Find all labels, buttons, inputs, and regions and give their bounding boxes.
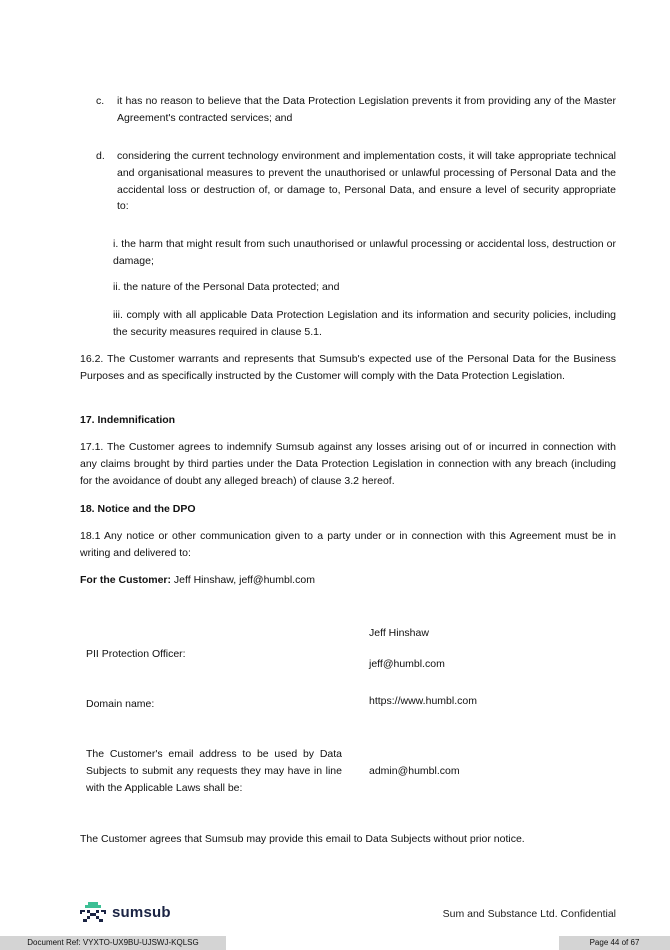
sumsub-logo-text: sumsub <box>112 903 171 921</box>
list-item-d <box>96 148 616 215</box>
list-item-c <box>96 93 616 127</box>
table-value-pii-email: jeff@humbl.com <box>369 658 445 670</box>
sumsub-logo <box>79 901 171 923</box>
clause-17-1: 17.1. The Customer agrees to indemnify Sumsub against any losses arising out of or incurred in connection with any claims brought by third parties under the Data Protection Legislation in connection with any breach (including for the avoidance of doubt any alleged breach) of clause 3.2 hereof. <box>80 441 616 487</box>
for-customer-value: Jeff Hinshaw, jeff@humbl.com <box>171 574 315 586</box>
clause-16-2: 16.2. The Customer warrants and represents that Sumsub's expected use of the Personal Data for the Business Purposes and as specifically instructed by the Customer will comply with the Data Protection Legislation. <box>80 353 616 382</box>
table-value-domain: https://www.humbl.com <box>369 695 477 707</box>
table-label-customer-email: The Customer's email address to be used by Data Subjects to submit any requests they may have in line with the Applicable Laws shall be: <box>86 748 342 794</box>
document-ref: Document Ref: VYXTO-UX9BU-UJSWJ-KQLSG <box>0 936 226 950</box>
sub-item-ii: ii. the nature of the Personal Data protected; and <box>113 281 340 293</box>
table-value-pii-name: Jeff Hinshaw <box>369 627 429 639</box>
for-customer-label: For the Customer: <box>80 574 172 586</box>
clause-18-1: 18.1 Any notice or other communication given to a party under or in connection with this Agreement must be in writing and delivered to: <box>80 530 616 559</box>
table-value-customer-email: admin@humbl.com <box>369 765 460 777</box>
page-number: Page 44 of 67 <box>559 936 670 950</box>
list-text: considering the current technology environment and implementation costs, it will take appropriate technical and organisational measures to prevent the unauthorised or unlawful processing of Personal Data and the accidental loss or destruction of, or damage to, Personal Data, and ensure a level of security appropriate to: <box>117 150 616 213</box>
sub-item-iii: iii. comply with all applicable Data Protection Legislation and its information and security policies, including the security measures required in clause 5.1. <box>113 309 616 338</box>
list-text: it has no reason to believe that the Data Protection Legislation prevents it from providing any of the Master Agreement's contracted services; and <box>117 95 616 124</box>
heading-indemnification: 17. Indemnification <box>80 414 176 426</box>
sub-item-i: i. the harm that might result from such unauthorised or unlawful processing or accidental loss, destruction or damage; <box>113 238 616 267</box>
sumsub-logo-icon <box>79 901 107 923</box>
closing-note: The Customer agrees that Sumsub may provide this email to Data Subjects without prior notice. <box>80 833 525 845</box>
for-customer-line <box>80 572 616 589</box>
table-label-pii-officer: PII Protection Officer: <box>86 648 186 660</box>
table-label-domain: Domain name: <box>86 698 155 710</box>
heading-notice-dpo: 18. Notice and the DPO <box>80 503 196 515</box>
confidential-notice: Sum and Substance Ltd. Confidential <box>442 908 616 920</box>
list-marker: d. <box>96 150 105 162</box>
list-marker: c. <box>96 95 105 107</box>
